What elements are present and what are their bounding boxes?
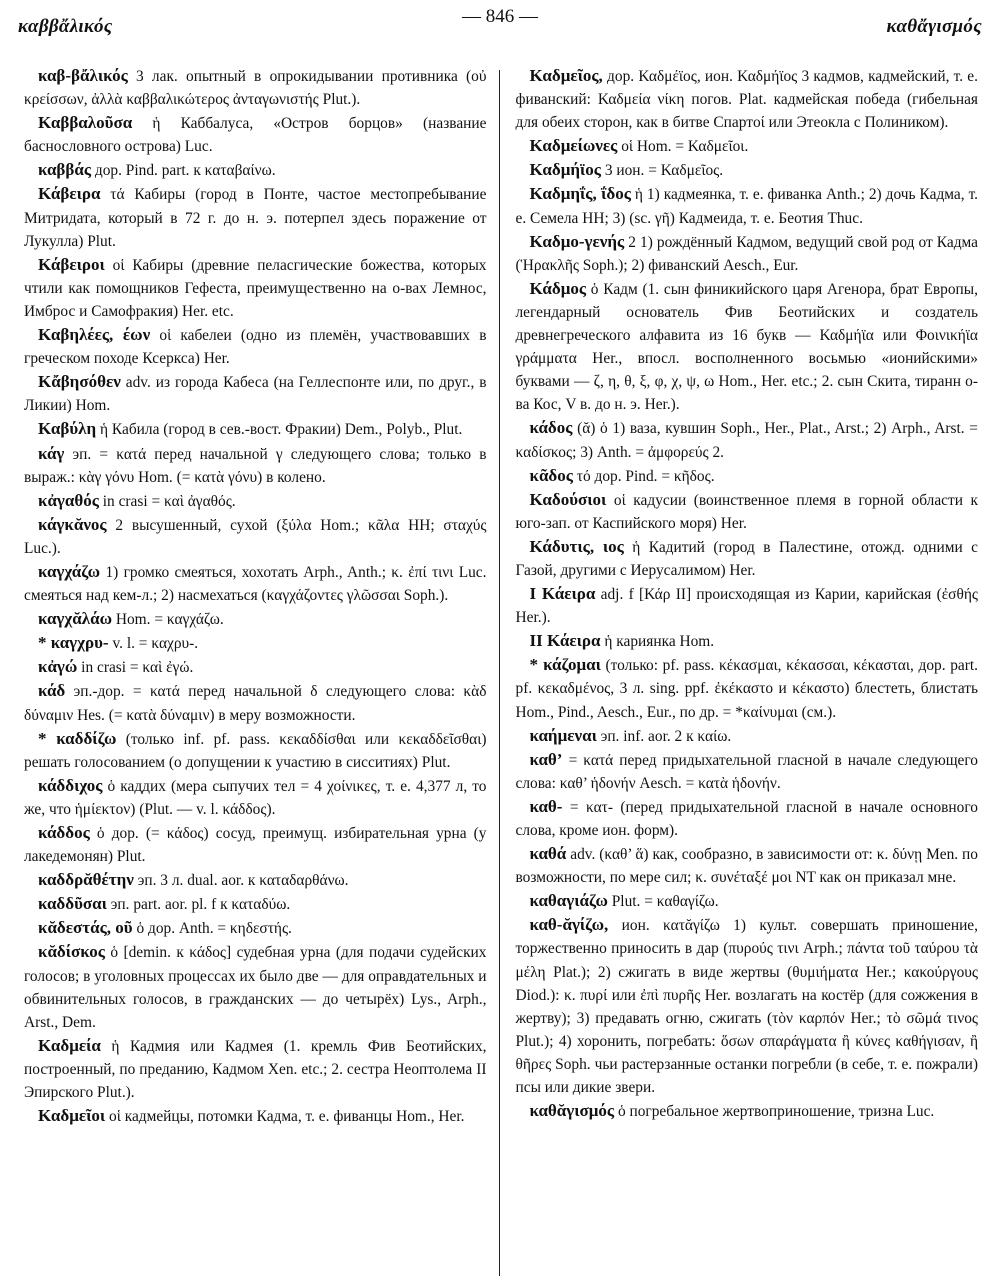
entry-headword: Καδμο-γενής: [529, 231, 625, 251]
entry-headword: Καδμήϊος: [529, 160, 601, 180]
dictionary-entry: [24, 64, 487, 111]
entry-definition: v. l. = καχρυ-.: [112, 635, 199, 653]
entry-headword: Καδούσιοι: [529, 489, 607, 509]
entry-headword: Καδμηΐς, ΐδος: [529, 184, 631, 204]
dictionary-entry: [516, 230, 979, 277]
entry-definition: 2 1) рождённый Кадмом, ведущий свой род от Кадма (Ἡρακλῆς Soph.); 2) фиванский Aesch., Eur.: [515, 233, 978, 274]
entry-headword: καθά: [529, 844, 567, 864]
dictionary-entry: [516, 182, 979, 229]
entry-definition: in crasi = καὶ ἐγώ.: [81, 659, 194, 677]
entry-headword: Καδμείωνες: [529, 136, 618, 156]
entry-definition: дор. Pind. part. к καταβαίνω.: [94, 162, 276, 180]
dictionary-entry: [24, 631, 487, 655]
dictionary-columns: [18, 64, 982, 1276]
dictionary-entry: [24, 370, 487, 417]
entry-definition: 3 лак. опытный в опрокидывании противника (οὐ κρείσσων, ἀλλὰ καββαλικώτερος ἀνταγωνιστής Plut.).: [24, 68, 487, 109]
dictionary-entry: [24, 607, 487, 631]
entry-definition: (только: pf. pass. κέκασμαι, κέκασσαι, κέκασται, дор. part. pf. κεκαδμένος, 3 л. sing. ppf. ἐκέκαστο и κέκαστο) блестеть, блистать Hom., Pind., Aesch., Eur., по др. = *καίνυμαι (см.).: [515, 657, 978, 721]
entry-definition: (ᾰ) ὁ 1) ваза, кувшин Soph., Her., Plat., Arst.; 2) Arph., Arst. = καδίσκος; 3) Anth. = ἀμφορεύς 2.: [515, 420, 978, 461]
entry-headword: Καβύλη: [38, 419, 97, 439]
dictionary-entry: [516, 724, 979, 748]
entry-definition: ἡ Кадмия или Кадмея (1. кремль Фив Беотийских, построенный, по преданию, Кадмом Xen. etc.; 2. сестра Неоптолема II Эпирского Plut.).: [24, 1037, 487, 1102]
entry-definition: adv. из города Кабеса (на Геллеспонте или, по друг., в Ликии) Hom.: [24, 374, 487, 415]
entry-headword: καββάς: [38, 160, 92, 180]
dictionary-entry: [516, 629, 979, 653]
entry-headword: κάδδιχος: [38, 775, 103, 795]
entry-definition: οἱ кадмейцы, потомки Кадма, т. е. фиванцы Hom., Her.: [109, 1108, 465, 1126]
entry-headword: κάδ: [38, 681, 66, 701]
entry-headword: καδδρᾰθέτην: [38, 870, 134, 890]
entry-definition: οἱ Hom. = Καδμεῖοι.: [621, 138, 749, 156]
dictionary-entry: [24, 158, 487, 182]
entry-headword: κἀγώ: [38, 657, 78, 677]
dictionary-entry: [516, 64, 979, 134]
entry-headword: Καβηλέες, έων: [38, 325, 151, 345]
dictionary-entry: [24, 940, 487, 1033]
entry-headword: Καδμεία: [38, 1035, 101, 1055]
entry-definition: = κατά перед придыхательной гласной в начале следующего слова: καθ’ ἡδονήν Aesch. = κατὰ ἡδονήν.: [515, 751, 978, 792]
entry-headword: I Κάειρα: [529, 584, 596, 604]
dictionary-entry: [24, 560, 487, 607]
dictionary-entry: [516, 416, 979, 463]
entry-headword: κἀγαθός: [38, 490, 99, 510]
entry-headword: II Κάειρα: [529, 631, 601, 651]
dictionary-entry: [24, 417, 487, 441]
entry-headword: Καδμεῖοι: [38, 1106, 106, 1126]
entry-headword: * καδδίζω: [38, 728, 117, 748]
entry-definition: adj. f [Κάρ II] происходящая из Карии, карийская (ἐσθής Her.).: [515, 586, 978, 627]
entry-headword: Κάδυτις, ιος: [529, 536, 624, 556]
dictionary-entry: [24, 182, 487, 252]
dictionary-entry: [24, 1034, 487, 1104]
dictionary-entry: [516, 842, 979, 889]
dictionary-entry: [516, 795, 979, 842]
entry-headword: κάδος: [529, 418, 573, 438]
entry-headword: Κάβειρα: [38, 184, 101, 204]
entry-definition: ἡ Кабила (город в сев.-вост. Фракии) Dem., Polyb., Plut.: [100, 421, 463, 439]
entry-headword: * κάζομαι: [529, 655, 601, 675]
entry-headword: καθ-: [529, 796, 563, 816]
entry-definition: τά Кабиры (город в Понте, частое местопребывание Митридата, который в 72 г. до н. э. потерпел здесь поражение от Лукулла) Plut.: [24, 186, 487, 250]
entry-definition: ὁ дор. Anth. = κηδεστής.: [136, 920, 292, 938]
entry-definition: Plut. = καθαγίζω.: [611, 893, 719, 911]
entry-definition: ὁ погребальное жертвоприношение, тризна Luc.: [617, 1103, 935, 1121]
right-column: [500, 64, 983, 1276]
dictionary-entry: [24, 868, 487, 892]
entry-definition: οἱ кадусии (воинственное племя в горной области к юго-зап. от Каспийского моря) Her.: [515, 491, 978, 532]
entry-headword: * καγχρυ-: [38, 633, 109, 653]
left-running-headword: καββἄλικός: [18, 16, 113, 37]
dictionary-entry: [24, 1104, 487, 1128]
dictionary-entry: [24, 442, 487, 489]
entry-definition: (только inf. pf. pass. κεκαδδίσθαι или κεκαδδεῖσθαι) решать голосованием (о допущении к участию в сисситиях) Plut.: [24, 730, 487, 771]
entry-definition: 2 высушенный, сухой (ξύλα Hom.; κᾶλα HH; σταχύς Luc.).: [24, 516, 487, 557]
entry-headword: καδδῦσαι: [38, 894, 107, 914]
entry-headword: καβ-βἄλικός: [38, 66, 128, 85]
dictionary-entry: [24, 489, 487, 513]
entry-definition: ὁ [demin. к κάδος] судебная урна (для подачи судейских голосов; в уголовных процессах их было две — для оправдательных и обвинительных голосов, в гражданских — до четырёх) Lys., Arph., Arst., Dem.: [24, 944, 487, 1031]
entry-headword: καήμεναι: [529, 725, 597, 745]
entry-headword: καθαγιάζω: [529, 891, 608, 911]
entry-definition: эп. 3 л. dual. aor. к καταδαρθάνω.: [137, 872, 349, 890]
entry-definition: adv. (καθ’ ἅ) как, сообразно, в зависимости от: κ. δύνῃ Men. по возможности, по мере сил; κ. συνέταξέ μοι NT как он приказал мне.: [515, 846, 978, 887]
entry-definition: = κατ- (перед придыхательной гласной в начале основного слова, кроме ион. форм).: [515, 798, 978, 839]
entry-definition: ἡ Кадитий (город в Палестине, отожд. одними с Газой, другими с Иерусалимом) Her.: [515, 538, 978, 579]
dictionary-entry: [24, 727, 487, 774]
dictionary-entry: [516, 488, 979, 535]
dictionary-entry: [516, 582, 979, 629]
entry-headword: κάγκᾰνος: [38, 514, 107, 534]
entry-definition: ὁ каддих (мера сыпучих тел = 4 χοίνικες, т. е. 4,377 л, то же, что ἡμίεκτον) (Plut. — v. l. κάδδος).: [24, 777, 487, 818]
entry-headword: κᾶδος: [529, 465, 573, 485]
entry-headword: καθ’: [529, 749, 563, 769]
entry-definition: ἡ Каббалуса, «Остров борцов» (название баснословного острова) Luc.: [24, 115, 487, 156]
dictionary-entry: [516, 653, 979, 723]
dictionary-entry: [516, 158, 979, 182]
dictionary-entry: [24, 916, 487, 940]
dictionary-entry: [516, 134, 979, 158]
dictionary-entry: [516, 889, 979, 913]
dictionary-entry: [24, 655, 487, 679]
entry-definition: ἡ 1) кадмеянка, т. е. фиванка Anth.; 2) дочь Кадма, т. е. Семела HH; 3) (sc. γῆ) Кадмеида, т. е. Беотия Thuc.: [515, 186, 978, 227]
entry-headword: καθ-ᾰγίζω,: [529, 915, 609, 935]
entry-definition: ὁ Кадм (1. сын финикийского царя Агенора, брат Европы, легендарный основатель Фив Беотийских и создатель древнегреческого алфавита из 16 букв — Καδμήϊα или Φοινικήϊα γράμματα Her., впосл. восполненного восьмью «ионийскими» буквами — ζ, η, θ, ξ, φ, χ, ψ, ω Hom., Her. etc.; 2. сын Скита, тиранн о-ва Кос, V в. до н. э. Her.).: [515, 280, 978, 414]
entry-headword: κάδδος: [38, 823, 90, 842]
entry-headword: κᾰδίσκος: [38, 942, 105, 962]
entry-definition: эп. part. aor. pl. f к καταδύω.: [110, 896, 291, 914]
entry-definition: ион. κατᾰγίζω 1) культ. совершать приношение, торжественно приносить в дар (πυρούς τινι Arph.; πάντα τοῦ ταύρου τὰ μέλη Plat.); 2) сжигать в виде жертвы (θυμιήματα Her.; κακούργους Diod.): κ. πυρί или ἐπὶ πυρῆς Her. возлагать на костёр (для сожжения в жертву); 3) предавать огню, сжигать (τὸν καρπόν Her.; τὸ σῶμά τινος Plut.); 4) хоронить, погребать: ὅσων σπαράγματα ἢ κύνες καθήγισαν, ἢ θῆρες Soph. чьи растерзанные останки погребли (в себе, т. е. пожрали) псы или дикие звери.: [515, 917, 978, 1097]
dictionary-entry: [24, 253, 487, 323]
entry-definition: τό дор. Pind. = κῆδος.: [576, 467, 715, 485]
dictionary-entry: [516, 748, 979, 795]
right-running-headword: καθἄγισμός: [886, 16, 982, 37]
entry-headword: καγχᾰλάω: [38, 609, 112, 629]
dictionary-entry: [24, 323, 487, 370]
dictionary-entry: [24, 774, 487, 821]
dictionary-entry: [24, 679, 487, 726]
left-column: [18, 64, 499, 1276]
dictionary-entry: [516, 913, 979, 1099]
entry-headword: κάγ: [38, 443, 65, 463]
entry-definition: ὁ дор. (= κάδος) сосуд, преимущ. избирательная урна (у лакедемонян) Plut.: [24, 825, 487, 866]
entry-headword: Κάβειροι: [38, 254, 105, 274]
dictionary-entry: [24, 111, 487, 158]
entry-headword: καγχάζω: [38, 561, 101, 581]
entry-headword: Κἄβησόθεν: [38, 372, 121, 392]
entry-definition: in crasi = καὶ ἀγαθός.: [102, 492, 236, 510]
page-number: — 846 —: [462, 6, 538, 27]
entry-definition: 3 ион. = Καδμεῖος.: [604, 162, 724, 180]
dictionary-entry: [24, 892, 487, 916]
entry-definition: дор. Καδμέϊος, ион. Καδμήϊος 3 кадмов, кадмейский, т. е. фиванский: Καδμεία νίκη погов. Plat. кадмейская победа (гибельная для обеих сторон, как в битве Спартοί или Этеокла с Полиником).: [515, 68, 978, 132]
entry-definition: Hom. = καγχάζω.: [115, 611, 224, 629]
dictionary-entry: [24, 821, 487, 868]
entry-definition: эп. = κατά перед начальной γ следующего слова; только в выраж.: κὰγ γόνυ Hom. (= κατὰ γόνυ) в колено.: [24, 445, 487, 486]
entry-headword: κᾰδεστάς, οῦ: [38, 918, 133, 938]
entry-headword: Καδμεῖος,: [529, 66, 603, 85]
dictionary-entry: [516, 277, 979, 417]
entry-definition: эп. inf. aor. 2 к καίω.: [600, 727, 732, 745]
dictionary-entry: [516, 464, 979, 488]
entry-definition: ἡ кариянка Hom.: [604, 633, 715, 651]
dictionary-entry: [516, 535, 979, 582]
dictionary-entry: [24, 513, 487, 560]
entry-headword: καθᾰγισμός: [529, 1101, 615, 1121]
entry-definition: эп.-дор. = κατά перед начальной δ следующего слова: κὰδ δύναμιν Hes. (= κατὰ δύναμιν) в меру возможности.: [24, 683, 487, 724]
entry-definition: οἱ Кабиры (древние пеласгические божества, которых чтили как помощников Гефеста, преимущественно на о-вах Лемнос, Имброс и Самофракия) Her. etc.: [24, 256, 487, 320]
entry-definition: οἱ кабелеи (одно из племён, участвовавших в греческом походе Ксеркса) Her.: [24, 327, 487, 368]
entry-definition: 1) громко смеяться, хохотать Arph., Anth.; κ. ἐπί τινι Luc. смеяться над кем-л.; 2) насмехаться (καγχάζοντες γλῶσσαι Soph.).: [24, 563, 487, 605]
entry-headword: Κάδμος: [529, 278, 587, 298]
dictionary-entry: [516, 1099, 979, 1123]
entry-headword: Καββαλοῦσα: [38, 113, 133, 133]
